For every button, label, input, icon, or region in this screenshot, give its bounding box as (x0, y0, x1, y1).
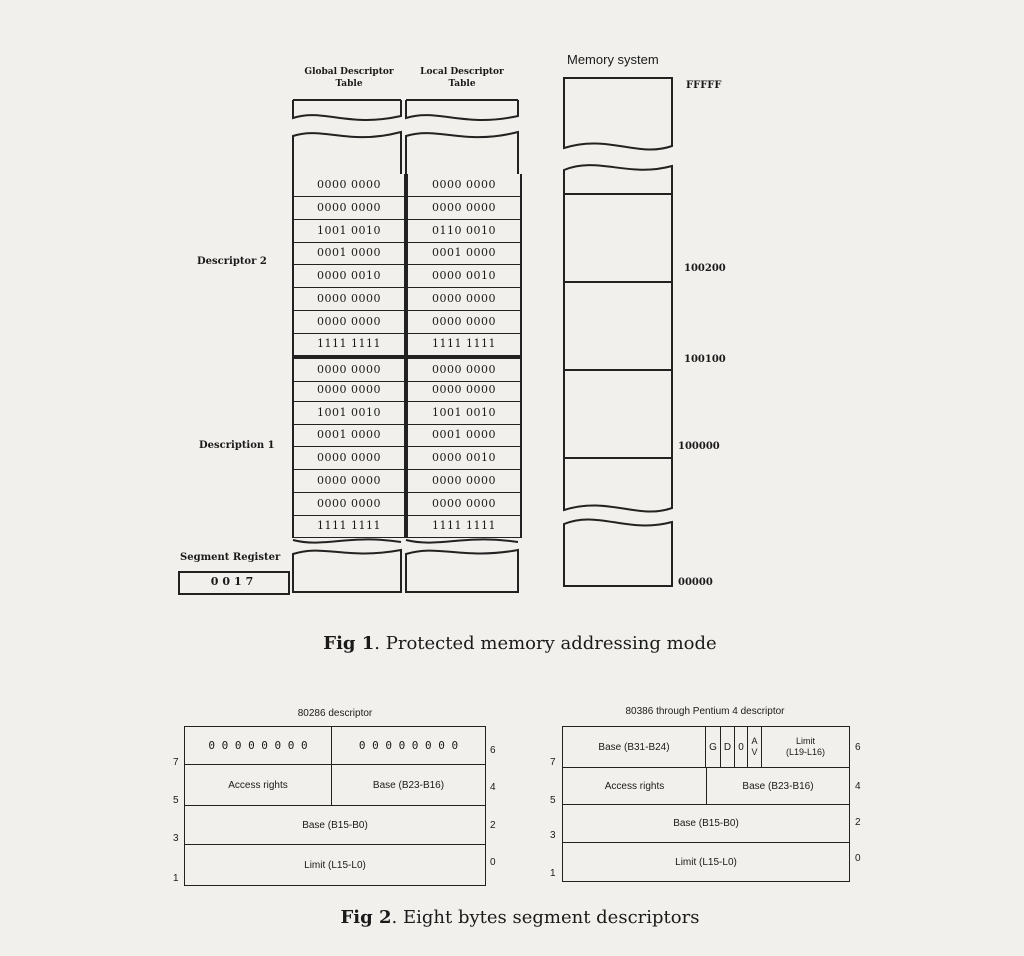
address-00000: 00000 (678, 577, 713, 588)
d386-limit-label: Limit (795, 736, 815, 746)
address-100100: 100100 (684, 354, 726, 365)
d386-num-6: 6 (855, 742, 861, 753)
d386-access-rights: Access rights (604, 780, 665, 792)
d286-byte7: 0 0 0 0 0 0 0 0 (208, 739, 308, 752)
gdt-byte-5: 0000 0000 (294, 288, 404, 311)
d386-num-5: 5 (550, 795, 556, 806)
d386-limit-l15-l0: Limit (L15-L0) (675, 856, 737, 868)
gdt-byte-1: 0000 0000 (294, 197, 404, 220)
ldt-byte-1: 0000 0000 (408, 197, 520, 220)
gdt-byte-8: 0000 0000 (294, 356, 404, 382)
gdt-column (292, 174, 406, 538)
d286-access-rights: Access rights (228, 779, 288, 791)
ldt-byte-5: 0000 0000 (408, 288, 520, 311)
d386-num-7: 7 (550, 757, 556, 768)
address-100200: 100200 (684, 263, 726, 274)
fig1-caption-label: Fig 1 (323, 633, 375, 654)
fig1-caption-text: . Protected memory addressing mode (374, 633, 717, 654)
ldt-byte-0: 0000 0000 (408, 174, 520, 197)
d286-num-2: 2 (490, 820, 496, 831)
fig2-caption (250, 907, 790, 928)
ldt-byte-6: 0000 0000 (408, 311, 520, 334)
d386-flag-g: G (709, 741, 717, 753)
d286-num-4: 4 (490, 782, 496, 793)
memory-system-title: Memory system (567, 52, 659, 67)
d386-flag-av (748, 727, 761, 767)
ldt-byte-4: 0000 0010 (408, 265, 520, 288)
ldt-byte-12: 0000 0010 (408, 447, 520, 470)
descriptor-80286-title: 80286 descriptor (297, 708, 373, 719)
ldt-byte-7: 1111 1111 (408, 333, 520, 356)
gdt-byte-15: 1111 1111 (294, 515, 404, 538)
address-100000: 100000 (678, 441, 720, 452)
gdt-title: Global Descriptor Table (304, 67, 394, 89)
gdt-byte-0: 0000 0000 (294, 174, 404, 197)
fig1-caption (250, 633, 790, 654)
segment-register-value: 0017 (178, 571, 290, 595)
d386-num-3: 3 (550, 830, 556, 841)
memory-system-diagram (558, 74, 678, 590)
descriptor-1-label: Description 1 (199, 440, 275, 451)
gdt-byte-12: 0000 0000 (294, 447, 404, 470)
ldt-byte-3: 0001 0000 (408, 242, 520, 265)
gdt-byte-4: 0000 0010 (294, 265, 404, 288)
ldt-byte-9: 0000 0000 (408, 379, 520, 402)
ldt-byte-2: 0110 0010 (408, 220, 520, 243)
d386-flag-av-a: A (751, 736, 758, 746)
d386-limit-range: (L19-L16) (785, 747, 826, 757)
gdt-byte-3: 0001 0000 (294, 242, 404, 265)
fig2-caption-text: . Eight bytes segment descriptors (391, 907, 700, 928)
table-break-top (288, 96, 528, 176)
d386-base-b23-b16: Base (B23-B16) (742, 780, 814, 792)
d286-byte6: 0 0 0 0 0 0 0 0 (358, 739, 459, 752)
ldt-byte-15: 1111 1111 (408, 515, 520, 538)
gdt-byte-6: 0000 0000 (294, 311, 404, 334)
descriptor-2-label: Descriptor 2 (197, 256, 267, 267)
address-fffff: FFFFF (686, 80, 722, 91)
gdt-byte-11: 0001 0000 (294, 424, 404, 447)
ldt-byte-8: 0000 0000 (408, 356, 520, 382)
descriptor-80386-table (562, 726, 850, 882)
ldt-byte-10: 1001 0010 (408, 402, 520, 425)
fig2-caption-label: Fig 2 (340, 907, 392, 928)
d386-num-1: 1 (550, 868, 556, 879)
d386-flag-av-v: V (751, 747, 758, 757)
d286-num-6: 6 (490, 745, 496, 756)
d386-base-b31-b24: Base (B31-B24) (598, 741, 670, 753)
d386-flag-0: 0 (738, 741, 744, 753)
d286-num-3: 3 (173, 833, 179, 844)
d286-num-1: 1 (173, 873, 179, 884)
gdt-byte-10: 1001 0010 (294, 402, 404, 425)
d386-num-0: 0 (855, 853, 861, 864)
d386-base-b15-b0: Base (B15-B0) (673, 818, 739, 829)
gdt-byte-2: 1001 0010 (294, 220, 404, 243)
gdt-byte-9: 0000 0000 (294, 379, 404, 402)
ldt-byte-11: 0001 0000 (408, 424, 520, 447)
ldt-title: Local Descriptor Table (420, 67, 504, 89)
gdt-byte-13: 0000 0000 (294, 470, 404, 493)
d286-base-b23-b16: Base (B23-B16) (372, 779, 445, 791)
table-break-bottom (288, 530, 528, 594)
gdt-byte-14: 0000 0000 (294, 493, 404, 516)
d386-flag-d: D (723, 741, 732, 753)
d386-limit-l19-l16 (762, 727, 849, 767)
ldt-column (406, 174, 522, 538)
d386-num-4: 4 (855, 781, 861, 792)
gdt-byte-7: 1111 1111 (294, 333, 404, 356)
d286-limit-l15-l0: Limit (L15-L0) (304, 859, 366, 871)
ldt-byte-14: 0000 0000 (408, 493, 520, 516)
d286-num-5: 5 (173, 795, 179, 806)
d386-num-2: 2 (855, 817, 861, 828)
d286-num-7: 7 (173, 757, 179, 768)
segment-register-label: Segment Register (180, 552, 281, 563)
ldt-byte-13: 0000 0000 (408, 470, 520, 493)
d286-base-b15-b0: Base (B15-B0) (302, 819, 368, 831)
d286-num-0: 0 (490, 857, 496, 868)
descriptor-80286-table (184, 726, 486, 886)
descriptor-80386-title: 80386 through Pentium 4 descriptor (625, 706, 785, 717)
